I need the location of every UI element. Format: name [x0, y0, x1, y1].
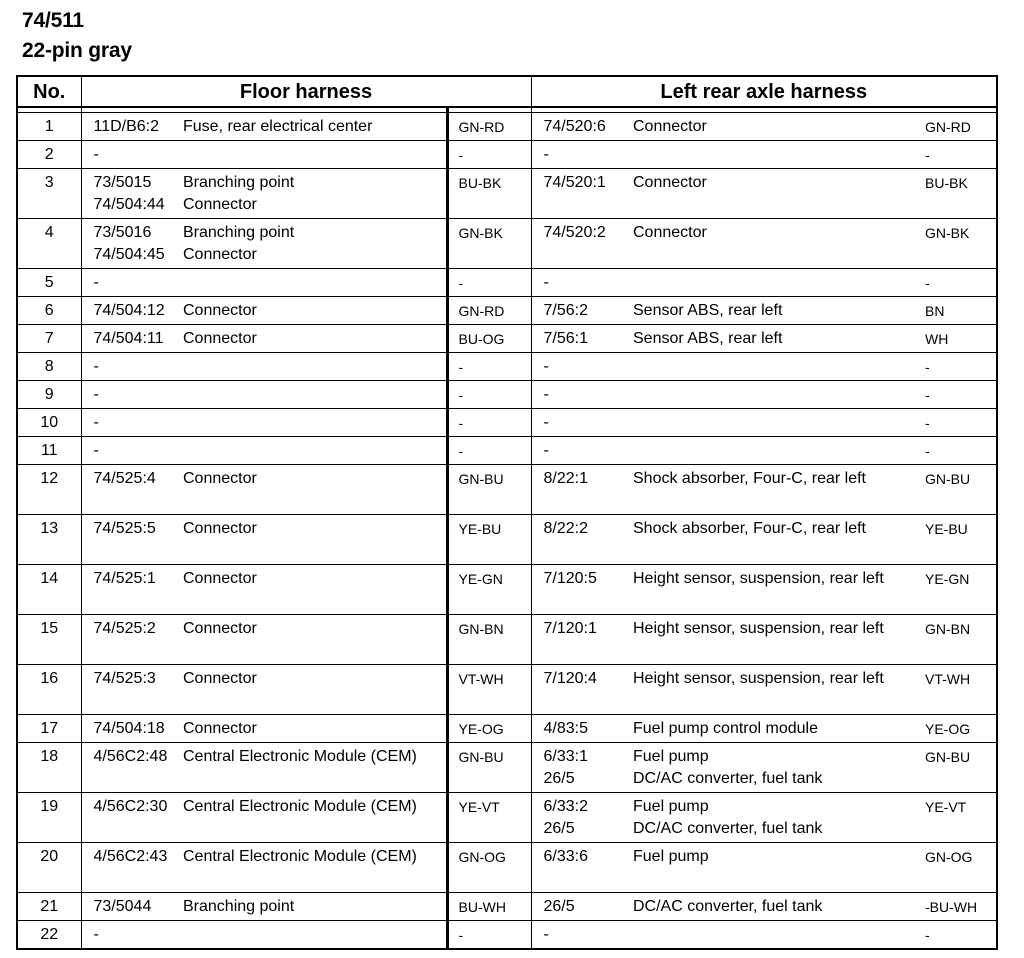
- floor-desc: Fuse, rear electrical center: [183, 118, 373, 135]
- left-desc-cell: [633, 269, 913, 297]
- floor-desc: Connector: [183, 670, 257, 687]
- pin-row: [17, 921, 997, 950]
- pin-number: 5: [17, 269, 81, 297]
- left-desc-cell: [633, 793, 913, 843]
- pin-number: 20: [17, 843, 81, 893]
- floor-wire-color: -: [447, 353, 531, 381]
- floor-ref: 74/504:44: [93, 196, 165, 213]
- left-ref: 7/120:1: [543, 620, 597, 637]
- pin-row: [17, 715, 997, 743]
- left-wire-color: GN-RD: [913, 113, 997, 141]
- floor-desc-cell: [183, 715, 447, 743]
- left-wire-color: GN-OG: [913, 843, 997, 893]
- pin-row: [17, 793, 997, 843]
- floor-ref-cell: [81, 409, 183, 437]
- left-wire-color: YE-GN: [913, 565, 997, 615]
- floor-ref: 11D/B6:2: [93, 118, 160, 135]
- left-ref-cell: [531, 297, 633, 325]
- floor-desc-cell: [183, 793, 447, 843]
- floor-desc-cell: [183, 743, 447, 793]
- floor-desc-cell: [183, 893, 447, 921]
- pin-number: 14: [17, 565, 81, 615]
- left-desc-cell: [633, 325, 913, 353]
- left-desc-cell: [633, 665, 913, 715]
- pin-number: 19: [17, 793, 81, 843]
- connector-id: 74/511: [22, 9, 84, 32]
- left-ref: -: [543, 274, 549, 291]
- floor-ref: 4/56C2:30: [93, 798, 168, 815]
- left-ref: 26/5: [543, 770, 575, 787]
- floor-wire-color: VT-WH: [447, 665, 531, 715]
- floor-ref: -: [93, 358, 99, 375]
- left-ref: 7/120:5: [543, 570, 597, 587]
- floor-ref: -: [93, 146, 99, 163]
- left-wire-color: GN-BN: [913, 615, 997, 665]
- floor-ref-cell: [81, 169, 183, 219]
- pin-row: [17, 515, 997, 565]
- floor-ref: 74/525:5: [93, 520, 156, 537]
- floor-ref: 4/56C2:43: [93, 848, 168, 865]
- floor-desc-cell: [183, 297, 447, 325]
- pin-number: 6: [17, 297, 81, 325]
- floor-desc-cell: [183, 381, 447, 409]
- floor-wire-color: GN-RD: [447, 113, 531, 141]
- floor-ref-cell: [81, 381, 183, 409]
- floor-desc: Connector: [183, 246, 257, 263]
- floor-wire-color: GN-BK: [447, 219, 531, 269]
- floor-desc: Branching point: [183, 174, 295, 191]
- left-ref: 7/56:2: [543, 302, 588, 319]
- pin-row: [17, 893, 997, 921]
- floor-wire-color: -: [447, 141, 531, 169]
- left-desc-cell: [633, 141, 913, 169]
- left-ref-cell: [531, 893, 633, 921]
- left-ref-cell: [531, 615, 633, 665]
- left-desc: Fuel pump: [633, 798, 709, 815]
- left-ref: 4/83:5: [543, 720, 588, 737]
- pin-row: [17, 743, 997, 793]
- pin-number: 22: [17, 921, 81, 950]
- floor-ref-cell: [81, 269, 183, 297]
- floor-desc: Connector: [183, 470, 257, 487]
- left-wire-color: BN: [913, 297, 997, 325]
- floor-wire-color: BU-OG: [447, 325, 531, 353]
- floor-wire-color: -: [447, 921, 531, 950]
- floor-wire-color: -: [447, 381, 531, 409]
- floor-desc-cell: [183, 843, 447, 893]
- pin-row: [17, 297, 997, 325]
- floor-ref: 74/525:2: [93, 620, 156, 637]
- left-ref: 6/33:2: [543, 798, 588, 815]
- pin-row: [17, 381, 997, 409]
- floor-desc-cell: [183, 465, 447, 515]
- floor-ref-cell: [81, 843, 183, 893]
- left-wire-color: BU-BK: [913, 169, 997, 219]
- left-ref-cell: [531, 843, 633, 893]
- left-desc-cell: [633, 353, 913, 381]
- connector-type: 22-pin gray: [22, 39, 132, 62]
- pin-number: 10: [17, 409, 81, 437]
- left-desc: DC/AC converter, fuel tank: [633, 898, 823, 915]
- floor-desc: Branching point: [183, 898, 295, 915]
- left-ref: 8/22:2: [543, 520, 588, 537]
- left-desc-cell: [633, 743, 913, 793]
- header-row: [17, 76, 997, 107]
- pin-number: 1: [17, 113, 81, 141]
- floor-desc: Branching point: [183, 224, 295, 241]
- pin-number: 8: [17, 353, 81, 381]
- left-ref-cell: [531, 141, 633, 169]
- left-ref-cell: [531, 793, 633, 843]
- left-ref: 74/520:6: [543, 118, 606, 135]
- left-desc: Height sensor, suspension, rear left: [633, 670, 884, 687]
- left-ref-cell: [531, 921, 633, 950]
- pin-row: [17, 615, 997, 665]
- floor-ref-cell: [81, 793, 183, 843]
- left-desc-cell: [633, 381, 913, 409]
- header-floor-harness: Floor harness: [81, 76, 531, 107]
- pin-number: 11: [17, 437, 81, 465]
- left-ref-cell: [531, 409, 633, 437]
- left-desc: Connector: [633, 174, 707, 191]
- pin-number: 18: [17, 743, 81, 793]
- floor-ref-cell: [81, 743, 183, 793]
- pin-number: 2: [17, 141, 81, 169]
- floor-wire-color: YE-GN: [447, 565, 531, 615]
- left-wire-color: -BU-WH: [913, 893, 997, 921]
- floor-ref: -: [93, 442, 99, 459]
- floor-wire-color: GN-BU: [447, 743, 531, 793]
- floor-desc: Connector: [183, 520, 257, 537]
- floor-desc-cell: [183, 409, 447, 437]
- left-ref: 8/22:1: [543, 470, 588, 487]
- floor-desc: Central Electronic Module (CEM): [183, 748, 417, 765]
- floor-ref: 74/504:11: [93, 330, 164, 347]
- left-desc-cell: [633, 219, 913, 269]
- floor-desc: Central Electronic Module (CEM): [183, 798, 417, 815]
- floor-wire-color: BU-BK: [447, 169, 531, 219]
- floor-ref: 74/504:18: [93, 720, 165, 737]
- left-desc: DC/AC converter, fuel tank: [633, 770, 823, 787]
- left-wire-color: GN-BU: [913, 465, 997, 515]
- floor-desc-cell: [183, 141, 447, 169]
- left-wire-color: -: [913, 269, 997, 297]
- floor-ref: 74/525:1: [93, 570, 156, 587]
- left-ref: -: [543, 442, 549, 459]
- floor-ref: 73/5044: [93, 898, 152, 915]
- left-desc: Connector: [633, 118, 707, 135]
- left-desc-cell: [633, 297, 913, 325]
- header-no: No.: [17, 76, 81, 107]
- left-ref: 74/520:1: [543, 174, 606, 191]
- left-wire-color: -: [913, 353, 997, 381]
- connector-title: [22, 6, 132, 66]
- pin-row: [17, 437, 997, 465]
- floor-ref-cell: [81, 437, 183, 465]
- floor-wire-color: -: [447, 409, 531, 437]
- floor-desc: Connector: [183, 302, 257, 319]
- floor-ref: 74/525:3: [93, 670, 156, 687]
- floor-ref: 73/5015: [93, 174, 152, 191]
- pin-number: 21: [17, 893, 81, 921]
- floor-desc-cell: [183, 921, 447, 950]
- floor-wire-color: BU-WH: [447, 893, 531, 921]
- pin-number: 15: [17, 615, 81, 665]
- left-desc-cell: [633, 409, 913, 437]
- pin-row: [17, 353, 997, 381]
- left-ref: -: [543, 926, 549, 943]
- left-desc: Shock absorber, Four-C, rear left: [633, 470, 866, 487]
- left-desc: Fuel pump: [633, 748, 709, 765]
- left-ref: 6/33:1: [543, 748, 588, 765]
- floor-ref-cell: [81, 113, 183, 141]
- left-desc-cell: [633, 465, 913, 515]
- left-ref-cell: [531, 381, 633, 409]
- pin-row: [17, 169, 997, 219]
- left-wire-color: -: [913, 437, 997, 465]
- floor-desc: Connector: [183, 196, 257, 213]
- left-ref-cell: [531, 353, 633, 381]
- left-ref-cell: [531, 169, 633, 219]
- pin-number: 13: [17, 515, 81, 565]
- pin-number: 9: [17, 381, 81, 409]
- floor-ref-cell: [81, 353, 183, 381]
- left-desc-cell: [633, 921, 913, 950]
- left-desc-cell: [633, 113, 913, 141]
- floor-ref: 73/5016: [93, 224, 152, 241]
- floor-ref: -: [93, 274, 99, 291]
- floor-ref-cell: [81, 141, 183, 169]
- floor-ref-cell: [81, 297, 183, 325]
- pin-row: [17, 219, 997, 269]
- left-desc-cell: [633, 169, 913, 219]
- left-ref-cell: [531, 665, 633, 715]
- floor-desc: Connector: [183, 620, 257, 637]
- left-ref: 6/33:6: [543, 848, 588, 865]
- left-ref-cell: [531, 715, 633, 743]
- pin-rows: [17, 113, 997, 950]
- floor-wire-color: YE-OG: [447, 715, 531, 743]
- pin-row: [17, 325, 997, 353]
- floor-desc-cell: [183, 325, 447, 353]
- left-ref-cell: [531, 437, 633, 465]
- left-wire-color: -: [913, 381, 997, 409]
- pin-number: 12: [17, 465, 81, 515]
- left-ref-cell: [531, 465, 633, 515]
- left-wire-color: -: [913, 921, 997, 950]
- left-desc: Fuel pump: [633, 848, 709, 865]
- left-ref-cell: [531, 113, 633, 141]
- left-ref: 26/5: [543, 820, 575, 837]
- floor-ref-cell: [81, 665, 183, 715]
- floor-ref-cell: [81, 515, 183, 565]
- floor-ref: 74/504:45: [93, 246, 165, 263]
- pin-number: 4: [17, 219, 81, 269]
- pin-row: [17, 113, 997, 141]
- floor-wire-color: -: [447, 269, 531, 297]
- left-desc-cell: [633, 843, 913, 893]
- floor-desc-cell: [183, 353, 447, 381]
- left-ref: -: [543, 146, 549, 163]
- floor-desc: Connector: [183, 570, 257, 587]
- floor-desc: Connector: [183, 330, 257, 347]
- floor-ref: 4/56C2:48: [93, 748, 168, 765]
- floor-wire-color: YE-BU: [447, 515, 531, 565]
- floor-desc-cell: [183, 169, 447, 219]
- left-wire-color: WH: [913, 325, 997, 353]
- left-desc-cell: [633, 437, 913, 465]
- floor-ref: -: [93, 414, 99, 431]
- left-wire-color: GN-BK: [913, 219, 997, 269]
- pin-number: 16: [17, 665, 81, 715]
- left-desc-cell: [633, 565, 913, 615]
- left-ref: 74/520:2: [543, 224, 606, 241]
- left-ref-cell: [531, 219, 633, 269]
- left-desc-cell: [633, 715, 913, 743]
- left-wire-color: YE-BU: [913, 515, 997, 565]
- pin-row: [17, 269, 997, 297]
- floor-ref-cell: [81, 465, 183, 515]
- left-desc-cell: [633, 515, 913, 565]
- left-ref-cell: [531, 743, 633, 793]
- floor-ref: -: [93, 386, 99, 403]
- floor-desc: Connector: [183, 720, 257, 737]
- left-desc: Connector: [633, 224, 707, 241]
- floor-ref: -: [93, 926, 99, 943]
- pin-row: [17, 665, 997, 715]
- left-ref: 7/56:1: [543, 330, 588, 347]
- left-ref: 7/120:4: [543, 670, 597, 687]
- pin-row: [17, 141, 997, 169]
- left-ref: -: [543, 414, 549, 431]
- left-ref-cell: [531, 565, 633, 615]
- floor-ref-cell: [81, 893, 183, 921]
- floor-desc-cell: [183, 113, 447, 141]
- left-desc: Sensor ABS, rear left: [633, 330, 783, 347]
- pin-number: 7: [17, 325, 81, 353]
- left-wire-color: GN-BU: [913, 743, 997, 793]
- left-ref-cell: [531, 269, 633, 297]
- floor-wire-color: GN-BU: [447, 465, 531, 515]
- pin-row: [17, 465, 997, 515]
- pin-number: 17: [17, 715, 81, 743]
- left-desc: Sensor ABS, rear left: [633, 302, 783, 319]
- pin-number: 3: [17, 169, 81, 219]
- header-left-rear-axle-harness: Left rear axle harness: [531, 76, 997, 107]
- floor-desc-cell: [183, 665, 447, 715]
- floor-ref-cell: [81, 565, 183, 615]
- floor-desc-cell: [183, 219, 447, 269]
- floor-ref-cell: [81, 325, 183, 353]
- left-ref: 26/5: [543, 898, 575, 915]
- left-wire-color: -: [913, 141, 997, 169]
- left-ref-cell: [531, 515, 633, 565]
- floor-wire-color: YE-VT: [447, 793, 531, 843]
- left-desc-cell: [633, 615, 913, 665]
- floor-desc-cell: [183, 615, 447, 665]
- floor-ref: 74/504:12: [93, 302, 165, 319]
- left-wire-color: VT-WH: [913, 665, 997, 715]
- floor-wire-color: GN-BN: [447, 615, 531, 665]
- floor-ref-cell: [81, 715, 183, 743]
- floor-wire-color: -: [447, 437, 531, 465]
- left-desc: Fuel pump control module: [633, 720, 818, 737]
- floor-desc-cell: [183, 269, 447, 297]
- left-desc: DC/AC converter, fuel tank: [633, 820, 823, 837]
- left-desc: Shock absorber, Four-C, rear left: [633, 520, 866, 537]
- left-ref: -: [543, 358, 549, 375]
- left-desc: Height sensor, suspension, rear left: [633, 570, 884, 587]
- floor-desc-cell: [183, 515, 447, 565]
- left-desc: Height sensor, suspension, rear left: [633, 620, 884, 637]
- left-wire-color: -: [913, 409, 997, 437]
- left-ref-cell: [531, 325, 633, 353]
- left-wire-color: YE-VT: [913, 793, 997, 843]
- pin-row: [17, 565, 997, 615]
- floor-ref: 74/525:4: [93, 470, 156, 487]
- pin-table: [16, 75, 998, 950]
- pin-row: [17, 843, 997, 893]
- floor-desc-cell: [183, 437, 447, 465]
- floor-wire-color: GN-RD: [447, 297, 531, 325]
- left-wire-color: YE-OG: [913, 715, 997, 743]
- floor-ref-cell: [81, 615, 183, 665]
- left-desc-cell: [633, 893, 913, 921]
- floor-desc-cell: [183, 565, 447, 615]
- floor-desc: Central Electronic Module (CEM): [183, 848, 417, 865]
- left-ref: -: [543, 386, 549, 403]
- floor-ref-cell: [81, 219, 183, 269]
- floor-ref-cell: [81, 921, 183, 950]
- floor-wire-color: GN-OG: [447, 843, 531, 893]
- pin-row: [17, 409, 997, 437]
